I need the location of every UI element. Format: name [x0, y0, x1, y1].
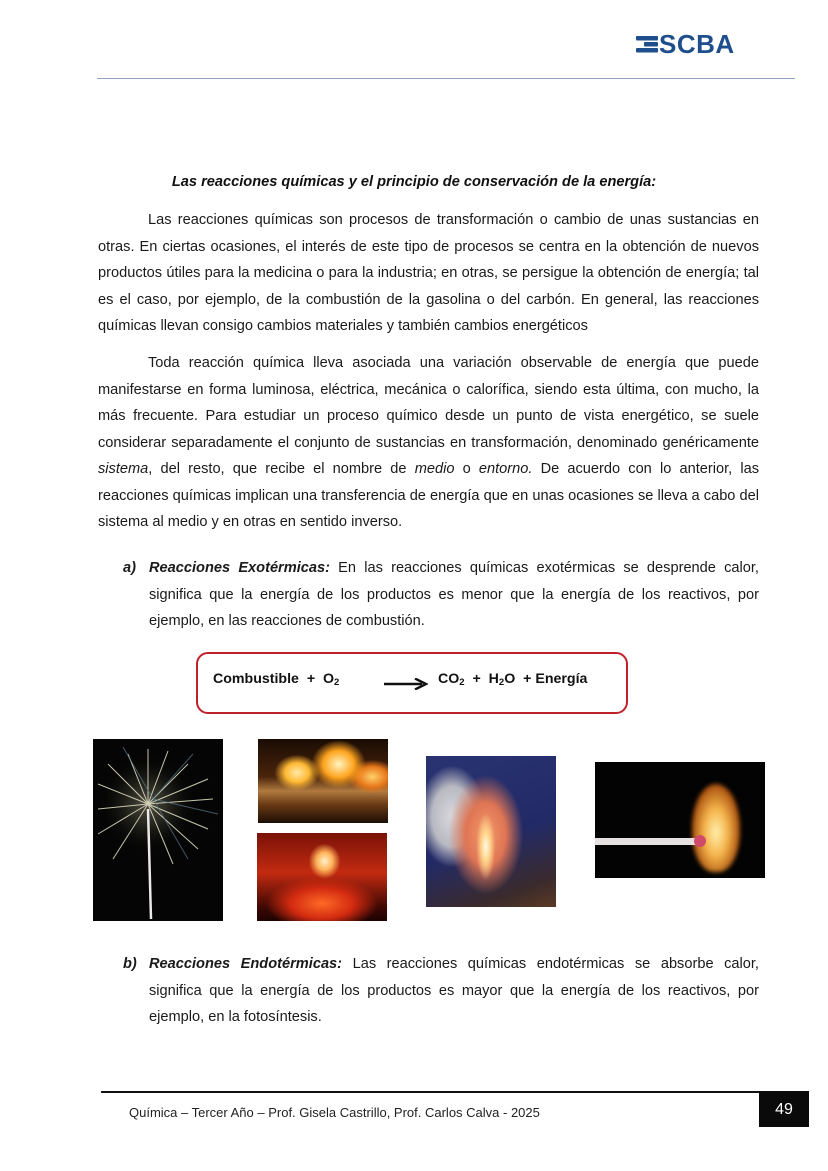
list-marker-b: b): [123, 956, 137, 972]
plus-sign: +: [523, 671, 532, 687]
header-divider: [97, 78, 795, 79]
product-energy: Energía: [535, 671, 588, 687]
term-exothermic: Reacciones Exotérmicas:: [149, 560, 330, 576]
product-co2: $CO_2$: [438, 671, 465, 688]
term-medio: medio: [414, 461, 455, 477]
reactant-oxygen: $O_2$: [323, 671, 340, 688]
term-entorno: entorno.: [478, 461, 533, 477]
svg-text:SCBA: SCBA: [659, 30, 735, 58]
list-marker-a: a): [123, 560, 136, 576]
reactant-fuel: Combustible: [213, 671, 299, 687]
reaction-arrow-icon: [384, 678, 428, 690]
exothermic-description: En las reacciones químicas exotérmicas se desprende calor, significa que la energía de los productos es menor que la energía de los reactivos, por ejemplo, en las reacciones de combustión.: [149, 560, 759, 629]
paragraph-intro: [98, 207, 759, 340]
plus-sign: +: [306, 671, 316, 687]
page-number: 49: [759, 1091, 809, 1127]
flame-smoke-image: [426, 756, 556, 907]
list-item-exothermic: [123, 555, 759, 635]
paragraph-energy-text-3: o: [454, 461, 479, 477]
plus-sign: +: [472, 671, 481, 687]
section-title: Las reacciones químicas y el principio de conservación de la energía:: [171, 174, 657, 190]
product-water: $H_2O$: [488, 671, 516, 688]
escba-logo: [636, 30, 788, 58]
list-item-endothermic: [123, 951, 759, 1031]
combustion-equation-box: [196, 652, 628, 714]
paragraph-energy-text-1: Toda reacción química lleva asociada una variación observable de energía que puede manifestarse en forma luminosa, eléctrica, mecánica o calorífica, siendo esta última, con mucho, la más frecuente. Para estudiar un proceso químico desde un punto de vista energético, se suele considerar separadamente el conjunto de sustancias en transformación, denominado genéricamente: [98, 355, 759, 451]
equation-reactants: [213, 671, 339, 688]
paragraph-energy: [98, 350, 759, 536]
volcano-image: [257, 833, 387, 921]
term-sistema: sistema: [98, 461, 149, 477]
burning-paper-image: [258, 739, 388, 823]
paragraph-energy-text-2: , del resto, que recibe el nombre de: [148, 461, 415, 477]
burning-match-image: [595, 762, 765, 878]
match-flame: [692, 784, 740, 872]
endothermic-description: Las reacciones químicas endotérmicas se absorbe calor, significa que la energía de los productos es mayor que la energía de los reactivos, por ejemplo, en la fotosíntesis.: [149, 956, 759, 1025]
paragraph-intro-text: Las reacciones químicas son procesos de transformación o cambio de unas sustancias en otras. En ciertas ocasiones, el interés de este tipo de procesos se centra en la obtención de nuevos productos útiles para la medicina o para la industria; en otras, se persigue la obtención de energía; tal es el caso, por ejemplo, de la combustión de la gasolina o del carbón. En general, las reacciones químicas llevan consigo cambios materiales y también cambios energéticos: [98, 212, 759, 334]
footer-credits: Química – Tercer Año – Prof. Gisela Castrillo, Prof. Carlos Calva - 2025: [129, 1105, 540, 1120]
footer-divider: [101, 1091, 759, 1093]
match-stick: [595, 838, 699, 845]
term-endothermic: Reacciones Endotérmicas:: [149, 956, 343, 972]
fireworks-image: [93, 739, 223, 921]
equation-products: [438, 671, 587, 688]
match-head: [694, 835, 706, 847]
paragraph-energy-text-4: De acuerdo con lo anterior, las reacciones químicas implican una transferencia de energía que en unas ocasiones se lleva a cabo del sistema al medio y en otras en sentido inverso.: [98, 461, 759, 530]
